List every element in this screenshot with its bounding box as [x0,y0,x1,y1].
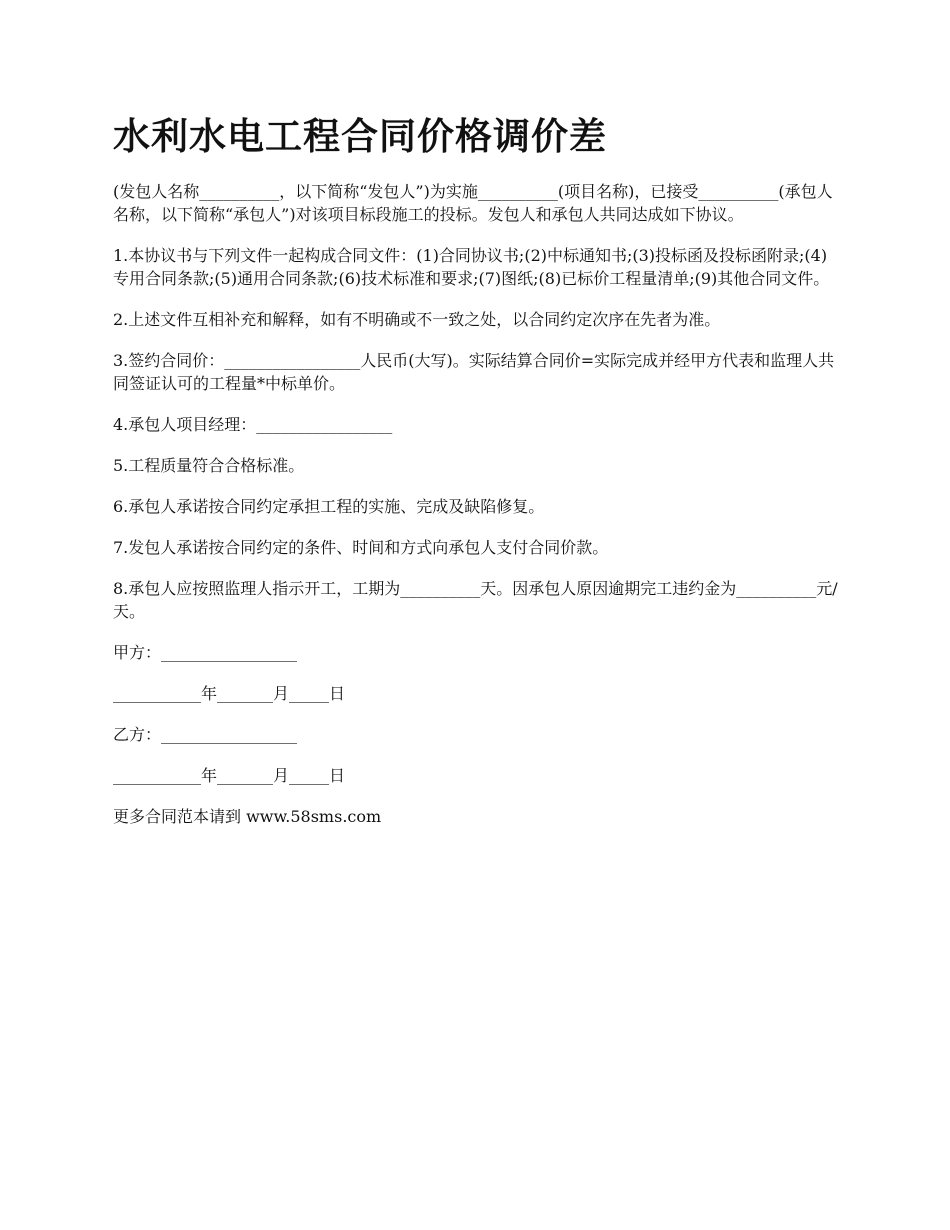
clause-2: 2.上述文件互相补充和解释，如有不明确或不一致之处，以合同约定次序在先者为准。 [113,310,721,329]
clause-6: 6.承包人承诺按合同约定承担工程的实施、完成及缺陷修复。 [113,497,545,516]
clause-1: 1.本协议书与下列文件一起构成合同文件：(1)合同协议书;(2)中标通知书;(3)投标函及投标函附录;(4)专用合同条款;(5)通用合同条款;(6)技术标准和要求;(7)图纸;(8)已标价工程量清单;(9)其他合同文件。 [113,246,830,288]
document-page [113,112,838,846]
clause-3: 3.签约合同价：_________________人民币(大写)。实际结算合同价=实际完成并经甲方代表和监理人共同签证认可的工程量*中标单价。 [113,351,835,393]
document-title: 水利水电工程合同价格调价差 [113,115,607,158]
clause-5: 5.工程质量符合合格标准。 [113,456,305,475]
party-b-signature: 乙方：_________________ [113,725,298,744]
footer-note: 更多合同范本请到 www.58sms.com [113,807,382,826]
clause-7: 7.发包人承诺按合同约定的条件、时间和方式向承包人支付合同价款。 [113,538,609,557]
party-b-date: ___________年_______月_____日 [113,766,346,785]
clause-4: 4.承包人项目经理：_________________ [113,415,393,434]
intro-paragraph: (发包人名称__________，以下简称“发包人”)为实施__________(项目名称)，已接受__________(承包人名称，以下简称“承包人”)对该项目标段施工的投标。发包人和承包人共同达成如下协议。 [113,182,833,224]
party-a-signature: 甲方：_________________ [113,643,298,662]
clause-8: 8.承包人应按照监理人指示开工，工期为__________天。因承包人原因逾期完工违约金为__________元/天。 [113,579,838,621]
party-a-date: ___________年_______月_____日 [113,684,346,703]
